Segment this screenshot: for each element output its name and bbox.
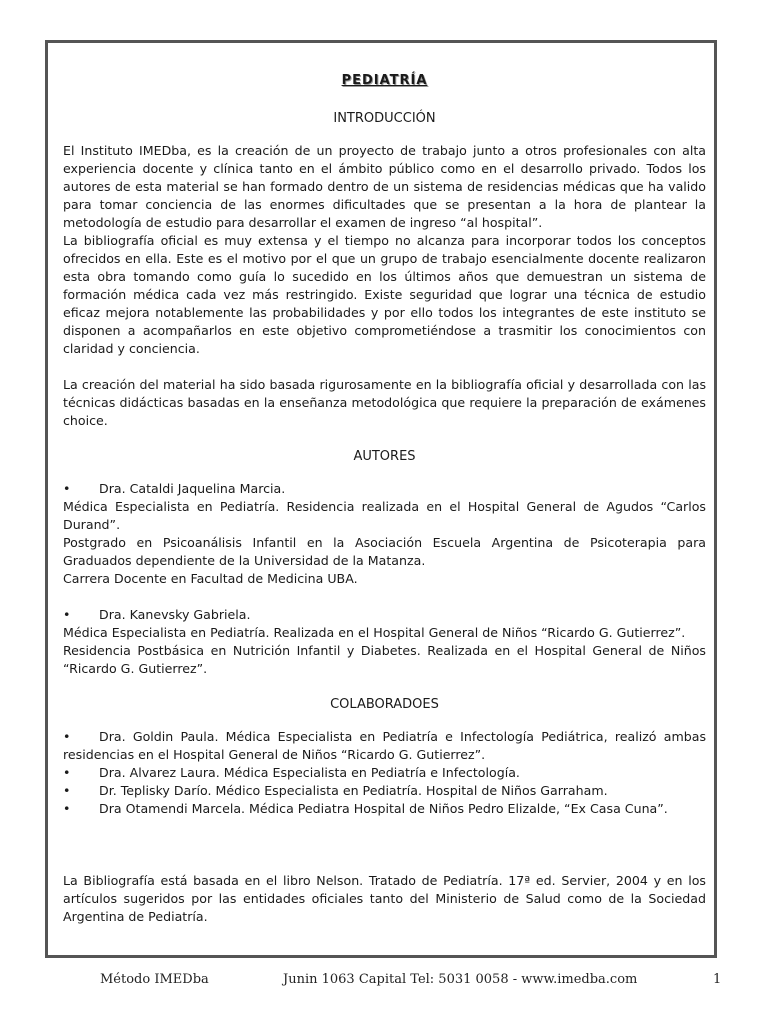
authors-heading: AUTORES [353, 449, 416, 464]
author-1-line-1: Médica Especialista en Pediatría. Residencia realizada en el Hospital General de Agudos “Carlos Durand”. [63, 499, 706, 532]
author-1-name: Dra. Cataldi Jaquelina Marcia. [99, 481, 286, 496]
footer-contact: Junin 1063 Capital Tel: 5031 0058 - www.imedba.com [283, 972, 638, 987]
bibliography-paragraph: La Bibliografía está basada en el libro Nelson. Tratado de Pediatría. 17ª ed. Servier, 2004 y en los artículos sugeridos por las entidades oficiales tanto del Ministerio de Salud como de la Sociedad Argentina de Pediatría. [63, 873, 706, 924]
author-1-line-2: Postgrado en Psicoanálisis Infantil en la Asociación Escuela Argentina de Psicoterapia para Graduados dependiente de la Universidad de la Matanza. [63, 535, 706, 568]
intro-heading: INTRODUCCIÓN [333, 111, 436, 126]
collaborator-item: • Dra Otamendi Marcela. Médica Pediatra Hospital de Niños Pedro Elizalde, “Ex Casa Cuna”. [63, 801, 668, 816]
author-1-name-item [63, 480, 706, 498]
collaborator-item: • Dra. Goldin Paula. Médica Especialista en Pediatría e Infectología Pediátrica, realizó ambas residencias en el Hospital General de Niños “Ricardo G. Gutierrez”. [63, 729, 706, 762]
bullet-icon: • [63, 783, 71, 798]
collaborator-item: • Dr. Teplisky Darío. Médico Especialista en Pediatría. Hospital de Niños Garraham. [63, 783, 608, 798]
page-content [63, 68, 706, 926]
bullet-icon: • [63, 481, 71, 496]
bullet-icon: • [63, 729, 71, 744]
author-2-name: Dra. Kanevsky Gabriela. [99, 607, 251, 622]
intro-paragraph-2: La bibliografía oficial es muy extensa y el tiempo no alcanza para incorporar todos los conceptos ofrecidos en ella. Este es el motivo por el que un grupo de trabajo esencialmente docente realizaron esta obra tomando como guía lo sucedido en los últimos años que demuestran un sistema de formación médica cada vez más restringido. Existe seguridad que lograr una técnica de estudio eficaz mejora notablemente las probabilidades y por ello todos los integrantes de este instituto se disponen a acompañarlos en este objetivo comprometiéndose a trasmitir los conocimientos con claridad y conciencia. [63, 233, 706, 356]
collaborator-item: • Dra. Alvarez Laura. Médica Especialista en Pediatría e Infectología. [63, 765, 520, 780]
author-2-line-2: Residencia Postbásica en Nutrición Infantil y Diabetes. Realizada en el Hospital General de Niños “Ricardo G. Gutierrez”. [63, 643, 706, 676]
bullet-icon: • [63, 801, 71, 816]
page-frame [45, 40, 717, 958]
author-1-line-3: Carrera Docente en Facultad de Medicina UBA. [63, 571, 358, 586]
page-title: PEDIATRÍA [341, 73, 428, 88]
bullet-icon: • [63, 607, 71, 622]
intro-paragraph-3: La creación del material ha sido basada rigurosamente en la bibliografía oficial y desarrollada con las técnicas didácticas basadas en la enseñanza metodológica que requiere la preparación de exámenes choice. [63, 377, 706, 428]
page-footer [0, 972, 768, 996]
footer-brand: Método IMEDba [100, 972, 209, 987]
bullet-icon: • [63, 765, 71, 780]
page-number: 1 [713, 972, 722, 987]
author-2-name-item [63, 606, 706, 624]
author-2-line-1: Médica Especialista en Pediatría. Realizada en el Hospital General de Niños “Ricardo G. Gutierrez”. [63, 625, 686, 640]
intro-paragraph-1: El Instituto IMEDba, es la creación de un proyecto de trabajo junto a otros profesionales con alta experiencia docente y clínica tanto en el ámbito público como en el desarrollo privado. Todos los autores de esta material se han formado dentro de un sistema de residencias médicas que ha valido para tomar conciencia de las enormes dificultades que se presentan a la hora de plantear la metodología de estudio para desarrollar el examen de ingreso “al hospital”. [63, 143, 706, 230]
collaborators-heading: COLABORADOES [330, 697, 439, 712]
